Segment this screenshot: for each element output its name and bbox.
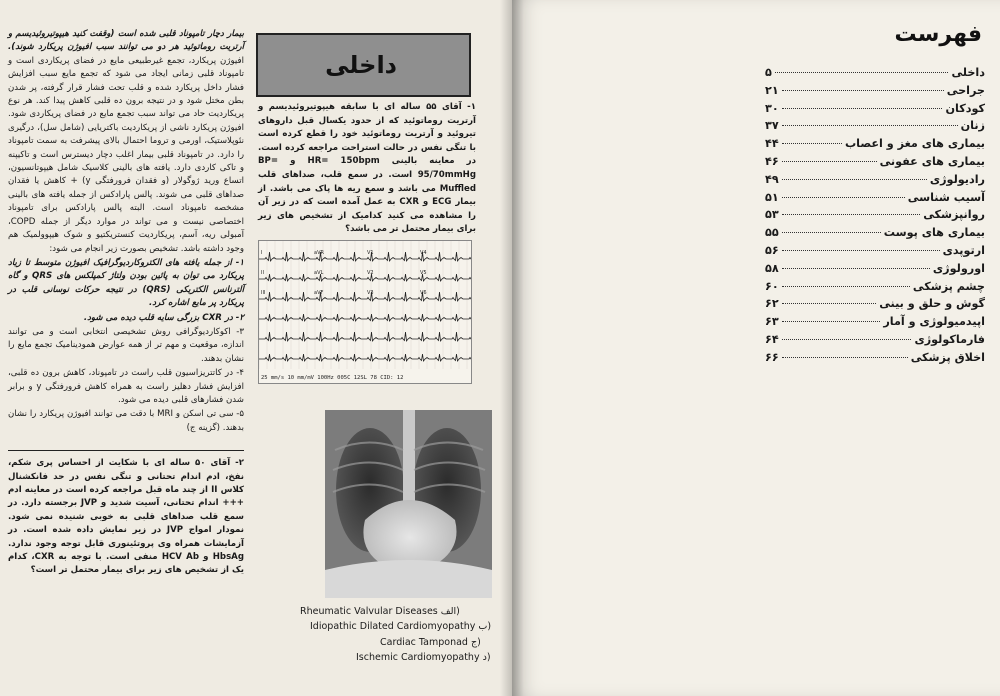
toc-leader-dots xyxy=(782,250,940,251)
table-of-contents xyxy=(765,64,985,367)
toc-entry-page: ۵۶ xyxy=(765,243,779,257)
ecg-lead-label: aVR xyxy=(314,250,324,256)
toc-entry xyxy=(765,242,985,260)
toc-leader-dots xyxy=(782,268,930,269)
toc-entry-page: ۶۴ xyxy=(765,332,779,346)
ecg-lead-label: V6 xyxy=(420,290,427,296)
toc-entry-page: ۵ xyxy=(765,66,772,79)
toc-entry xyxy=(765,100,985,118)
ecg-lead-label: II xyxy=(261,270,264,276)
toc-leader-dots xyxy=(782,143,842,144)
toc-entry-page: ۴۹ xyxy=(765,172,779,186)
section-header xyxy=(256,33,471,97)
toc-entry-label: داخلی xyxy=(951,66,985,79)
toc-entry-label: جراحی xyxy=(946,83,985,97)
ecg-lead-label: aVF xyxy=(314,290,324,296)
ecg-lead-label: V5 xyxy=(420,270,427,276)
toc-entry-page: ۵۵ xyxy=(765,226,779,240)
toc-entry-label: کودکان xyxy=(945,101,985,115)
answer-paragraph xyxy=(8,28,244,256)
toc-entry-label: ارتوپدی xyxy=(942,243,985,257)
toc-entry-page: ۴۴ xyxy=(765,137,779,151)
toc-leader-dots xyxy=(782,197,905,198)
toc-entry-page: ۵۱ xyxy=(765,190,779,204)
toc-entry-page: ۶۰ xyxy=(765,279,779,293)
chest-xray-image xyxy=(325,410,492,598)
toc-entry xyxy=(765,189,985,207)
diagnosis-item-4: ۴- در کاتتریزاسیون قلب راست در تامپوناد، کاهش برون ده قلبی، افزایش فشار دهلیز راست به همراه کاهش فرورفتگی y و برابر شدن فشارهای قلبی دیده می شود. xyxy=(8,368,244,405)
ecg-lead-label: I xyxy=(261,250,263,256)
toc-entry-label: اورولوژی xyxy=(932,261,985,275)
question-2: ۲- آقای ۵۰ ساله ای با شکایت از احساس پری شکم، نفخ، ادم اندام تحتانی و تنگی نفس در حد فانکشنال کلاس II از چند ماه قبل مراجعه کرده است در معاینه ادم +++ اندام تحتانی، آسیت شدید و JVP برجسته دارد. در سمع قلب صداهای قلبی به خوبی شنیده نمی شود. نمودار امواج JVP در زیر نمایش داده شده است. در آزمایشات همراه وی پروتئینوری قابل توجه وجود ندارد. HbsAg و HCV Ab منفی است. با توجه به CXR، کدام یک از تشخیص های زیر برای بیمار محتمل تر است؟ xyxy=(8,458,245,576)
toc-entry xyxy=(765,135,985,153)
ecg-figure xyxy=(258,240,472,384)
toc-title: فهرست xyxy=(894,22,982,47)
option-a: Rheumatic Valvular Diseases الف) xyxy=(300,606,460,617)
toc-entry-label: بیماری های پوست xyxy=(883,226,985,240)
toc-entry-label: اخلاق پزشکی xyxy=(910,350,985,364)
toc-entry xyxy=(765,82,985,100)
toc-entry xyxy=(765,64,985,82)
answer-lead: بیمار دچار تامپوناد قلبی شده است (وقفت کنید هیپوتیروئیدیسم و آرتریت روماتوئید هر دو می توانند سبب افیوژن پریکارد شوند). xyxy=(8,29,244,53)
toc-leader-dots xyxy=(782,339,912,340)
toc-leader-dots xyxy=(782,161,877,162)
toc-entry xyxy=(765,313,985,331)
toc-entry xyxy=(765,260,985,278)
toc-leader-dots xyxy=(775,72,949,73)
toc-entry-page: ۶۲ xyxy=(765,297,779,311)
section-divider xyxy=(8,450,244,451)
toc-entry-page: ۳۷ xyxy=(765,119,779,133)
option-d: Ischemic Cardiomyopathy د) xyxy=(356,652,491,664)
toc-entry-label: رادیولوژی xyxy=(929,172,985,186)
toc-entry-label: گوش و حلق و بینی xyxy=(879,297,985,311)
answer-body: افیوژن پریکارد، تجمع غیرطبیعی مایع در فضای پریکاردی است و تامپوناد قلبی زمانی ایجاد می شود که تجمع مایع سبب افزایش فشار داخل پریکارد شده و قلب تحت فشار قرار گرفته، پر شدن بطن مختل شود و در نتیجه برون ده قلبی کاهش پیدا کند. هر نوع پریکاردیت حاد می تواند سبب تجمع مایع در فضای پریکاردی شود. افیوژن پریکارد ناشی از پریکاردیت باکتریایی (شامل سل)، درگیری نئوپلاستیک، اورمی و تروما احتمال بالای پیشرفت به سمت تامپوناد را دارد. در تامپوناد قلبی بیمار اغلب دچار دیسترس است و تاکیپنه و تاکی کاردی دارد. یافته های بالینی کلاسیک شامل هیپوتانسیون، اتساع ورید ژوگولار (و فقدان فرورفتگی y) + کاهش یا فقدان صداهای قلبی می شوند. پالس پارادکس از جمله یافته های بالینی مشخصه تامپوناد است. البته پالس پارادکس برای تامپوناد اختصاصی نیست و می تواند در موارد دیگر از جمله COPD، آمبولی ریه، آسم، پریکاردیت کنستریکتیو و شوک هیپوولمیک هم وجود داشته باشد. تشخیص بصورت زیر انجام می شود: xyxy=(8,55,244,254)
toc-entry xyxy=(765,349,985,367)
answer-column xyxy=(8,28,244,579)
question-1: ۱- آقای ۵۵ ساله ای با سابقه هیپوتیروئیدیسم و آرتریت روماتوئید که از حدود یکسال قبل داروهای تیروئید و آرتریت روماتوئید خود را قطع کرده است با تنگی نفس در حالت استراحت مراجعه کرده است. در معاینه بالینی HR= 150bpm و BP= 95/70mmHg است. در سمع قلب، صداهای قلب Muffled می باشد و سمع ریه ها پاک می باشد. از بیمار ECG و CXR به عمل آمده است که در زیر آن را مشاهده می کنید کدامیک از تشخیص های زیر برای بیمار محتمل تر می باشد؟ xyxy=(258,102,477,235)
option-b: Idiopathic Dilated Cardiomyopathy ب) xyxy=(310,621,492,633)
toc-leader-dots xyxy=(782,303,877,304)
toc-leader-dots xyxy=(782,357,908,358)
toc-entry xyxy=(765,171,985,189)
toc-entry-label: روانپزشکی xyxy=(923,208,985,222)
toc-entry-page: ۲۱ xyxy=(765,83,779,97)
toc-entry-page: ۴۶ xyxy=(765,154,779,168)
section-header-title: داخلی xyxy=(325,51,397,79)
diagnosis-item-3: ۳- اکوکاردیوگرافی روش تشخیصی انتخابی است و می توانند اندازه، موقعیت و مهم تر از همه عوارض همودینامیک تجمع مایع را نشان بدهند. xyxy=(8,326,244,364)
toc-entry-label: فارماکولوژی xyxy=(914,332,985,346)
toc-entry xyxy=(765,153,985,171)
toc-entry xyxy=(765,224,985,242)
toc-leader-dots xyxy=(782,108,943,109)
toc-entry xyxy=(765,278,985,296)
toc-entry xyxy=(765,295,985,313)
toc-entry-page: ۳۰ xyxy=(765,101,779,115)
ecg-lead-label: V1 xyxy=(367,250,374,256)
toc-leader-dots xyxy=(782,179,927,180)
toc-entry-page: ۶۶ xyxy=(765,350,779,364)
toc-entry-label: اپیدمیولوژی و آمار xyxy=(883,315,985,329)
toc-entry xyxy=(765,117,985,135)
toc-leader-dots xyxy=(782,232,881,233)
toc-entry xyxy=(765,331,985,349)
option-c: Cardiac Tamponad ج) xyxy=(380,636,481,648)
diagnosis-item-5: ۵- سی تی اسکن و MRI با دقت می توانند افیوژن پریکارد را نشان بدهند. (گزینه ج) xyxy=(8,409,244,433)
ecg-lead-label: III xyxy=(261,290,266,296)
toc-leader-dots xyxy=(782,214,921,215)
diagnosis-item-1: ۱- از جمله یافته های الکتروکاردیوگرافیک افیوژن متوسط تا زیاد پریکارد می توان به پائین بودن ولتاژ کمپلکس های QRS و گاه آلترنانس الکتریکی (QRS) در نتیجه حرکات نوسانی قلب در پریکارد پر مایع اشاره کرد. xyxy=(8,257,244,309)
toc-entry-page: ۵۸ xyxy=(765,261,779,275)
ecg-tracing xyxy=(259,241,471,383)
toc-entry-page: ۶۳ xyxy=(765,315,779,329)
toc-entry xyxy=(765,206,985,224)
toc-entry-label: بیماری های مغز و اعصاب xyxy=(844,137,985,151)
toc-entry-label: بیماری های عفونی xyxy=(879,154,985,168)
ecg-lead-label: V4 xyxy=(420,250,427,256)
ecg-lead-label: aVL xyxy=(314,270,324,276)
ecg-lead-label: V3 xyxy=(367,290,374,296)
toc-entry-label: آسیب شناسی xyxy=(907,190,985,204)
ecg-footer: 25 mm/s 10 mm/mV 100Hz 005C 12SL 78 CID: 12 xyxy=(261,375,404,381)
diagnosis-item-2: ۲- در CXR بزرگی سایه قلب دیده می شود. xyxy=(83,312,244,323)
toc-leader-dots xyxy=(782,321,881,322)
toc-leader-dots xyxy=(782,286,910,287)
toc-leader-dots xyxy=(782,125,958,126)
ecg-lead-label: V2 xyxy=(367,270,374,276)
toc-entry-page: ۵۳ xyxy=(765,208,779,222)
toc-leader-dots xyxy=(782,90,944,91)
toc-entry-label: زنان xyxy=(960,119,985,133)
answer-options xyxy=(300,604,490,666)
toc-entry-label: چشم پزشکی xyxy=(912,279,985,293)
